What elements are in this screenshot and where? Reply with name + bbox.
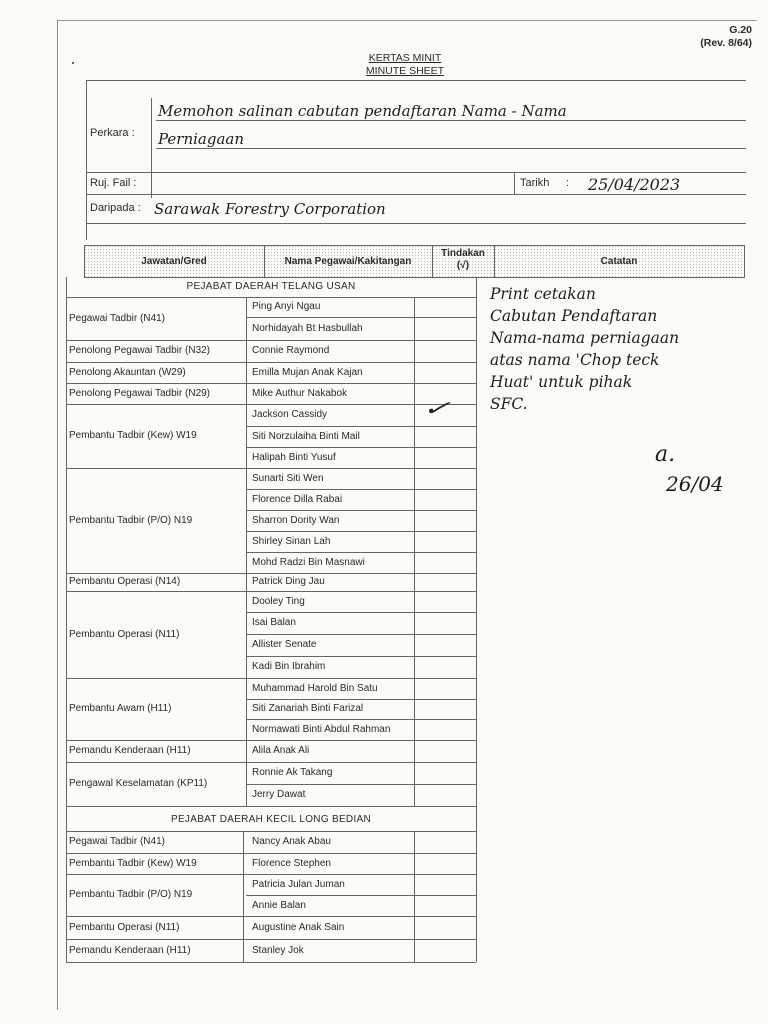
row-divider (246, 784, 476, 785)
telang-usan-jawatan: Pengawal Keselamatan (KP11) (69, 778, 208, 789)
group-divider (66, 468, 246, 469)
table-top-border (84, 245, 745, 246)
header-box (86, 80, 746, 240)
row-divider (246, 612, 476, 613)
perkara-line-1 (156, 120, 746, 121)
telang-usan-jawatan: Penolong Akauntan (W29) (69, 366, 186, 378)
tarikh-divider (514, 172, 515, 194)
telang-usan-jawatan: Pembantu Operasi (N14) (69, 576, 181, 587)
header-left-border (86, 80, 87, 240)
header-nama-text: Nama Pegawai/Kakitangan (284, 256, 412, 267)
row-divider (246, 895, 476, 896)
telang-usan-nama: Normawati Binti Abdul Rahman (252, 723, 391, 735)
note-line: SFC. (490, 395, 528, 413)
col-divider (264, 245, 265, 277)
ruj-line (86, 194, 746, 195)
row-divider (246, 426, 476, 427)
col-divider-catatan (476, 277, 477, 962)
group-divider (66, 383, 246, 384)
row-divider (246, 699, 476, 700)
telang-usan-nama: Kadi Bin Ibrahim (252, 661, 326, 672)
telang-usan-jawatan: Pembantu Operasi (N11) (69, 628, 180, 640)
document-title (0, 52, 768, 78)
note-line: Nama-nama perniagaan (490, 329, 680, 347)
section-long-bedian: PEJABAT DAERAH KECIL LONG BEDIAN (170, 814, 372, 825)
daripada-label: Daripada : (90, 202, 141, 214)
table-left-border (66, 277, 67, 963)
row-divider (246, 853, 476, 854)
group-divider (66, 340, 246, 341)
telang-usan-nama: Sharron Dority Wan (252, 514, 340, 526)
telang-usan-jawatan: Pembantu Tadbir (Kew) W19 (69, 430, 197, 441)
long-bedian-nama: Annie Balan (252, 899, 306, 911)
group-divider (66, 916, 246, 917)
telang-usan-nama: Emilla Mujan Anak Kajan (252, 366, 363, 378)
col-divider-tindakan (414, 297, 415, 806)
perkara-divider (151, 98, 152, 198)
group-divider (66, 853, 246, 854)
telang-usan-nama: Halipah Binti Yusuf (252, 451, 336, 463)
telang-usan-nama: Isai Balan (252, 617, 296, 628)
perkara-label: Perkara : (90, 127, 135, 139)
row-divider (246, 591, 476, 592)
tarikh-label: Tarikh (520, 177, 550, 189)
telang-usan-jawatan: Pemandu Kenderaan (H11) (69, 745, 191, 756)
long-bedian-jawatan: Pembantu Operasi (N11) (69, 921, 180, 933)
header-top-border (86, 80, 746, 81)
signature-date: 26/04 (666, 472, 724, 496)
row-divider (246, 510, 476, 511)
table-right-border (744, 245, 745, 277)
note-line: Cabutan Pendaftaran (490, 307, 658, 325)
group-divider (66, 962, 246, 963)
telang-usan-nama: Patrick Ding Jau (252, 576, 325, 587)
tarikh-value: 25/04/2023 (588, 175, 681, 194)
telang-usan-nama: Jackson Cassidy (252, 409, 328, 420)
col-divider-nama (246, 297, 247, 806)
long-bedian-nama: Florence Stephen (252, 857, 331, 869)
long-bedian-nama: Stanley Jok (252, 944, 304, 956)
row-divider (246, 678, 476, 679)
frame-left (57, 20, 58, 1010)
telang-usan-nama: Allister Senate (252, 639, 317, 650)
telang-usan-nama: Florence Dilla Rabai (252, 493, 343, 505)
table-left-border-header (84, 245, 85, 277)
row-divider (246, 874, 476, 875)
daripada-value: Sarawak Forestry Corporation (154, 200, 386, 218)
group-divider (66, 573, 246, 574)
group-divider (66, 404, 246, 405)
row-divider (246, 939, 476, 940)
telang-usan-nama: Jerry Dawat (252, 789, 306, 800)
form-number: G.20 (729, 24, 752, 36)
row-divider (246, 383, 476, 384)
col-divider (432, 245, 433, 277)
perkara-text-1: Memohon salinan cabutan pendaftaran Nama - Nama (158, 102, 567, 120)
group-divider (66, 678, 246, 679)
header-tindakan (432, 245, 494, 277)
col-divider-nama-2 (243, 831, 244, 962)
telang-usan-nama: Siti Zanariah Binti Farizal (252, 703, 364, 714)
title-english: MINUTE SHEET (365, 65, 445, 77)
row-divider (246, 552, 476, 553)
row-divider (246, 447, 476, 448)
note-line: Print cetakan (490, 285, 596, 303)
row-divider (246, 573, 476, 574)
header-nama (264, 245, 432, 277)
row-divider (246, 740, 476, 741)
telang-usan-nama: Ping Anyi Ngau (252, 301, 321, 312)
row-divider (246, 962, 476, 963)
group-divider (66, 874, 246, 875)
form-revision: (Rev. 8/64) (700, 37, 752, 49)
perkara-line-2 (156, 148, 746, 149)
signature-initial: a. (655, 442, 676, 467)
telang-usan-nama: Norhidayah Bt Hasbullah (252, 322, 363, 334)
frame-top (57, 20, 757, 21)
telang-usan-nama: Mike Authur Nakabok (252, 387, 348, 399)
long-bedian-jawatan: Pembantu Tadbir (P/O) N19 (69, 889, 193, 900)
ruj-fail-label: Ruj. Fail : (90, 177, 137, 189)
long-bedian-jawatan: Pembantu Tadbir (Kew) W19 (69, 857, 197, 869)
telang-usan-nama: Ronnie Ak Takang (252, 767, 333, 778)
telang-usan-nama: Alila Anak Ali (252, 745, 310, 756)
group-divider (66, 762, 246, 763)
section2-top (66, 806, 476, 807)
section-telang-usan: PEJABAT DAERAH TELANG USAN (186, 281, 356, 292)
title-malay: KERTAS MINIT (368, 52, 442, 64)
row-divider (246, 468, 476, 469)
telang-usan-nama: Dooley Ting (252, 595, 305, 607)
header-jawatan (84, 245, 264, 277)
header-separator (86, 172, 746, 173)
header-catatan (494, 245, 744, 277)
catatan-note (490, 283, 758, 415)
telang-usan-nama: Siti Norzulaiha Binti Mail (252, 430, 360, 442)
row-divider (246, 762, 476, 763)
row-divider (246, 489, 476, 490)
row-divider (246, 317, 476, 318)
row-divider (246, 634, 476, 635)
daripada-line (86, 223, 746, 224)
header-catatan-text: Catatan (600, 256, 638, 267)
group-divider (66, 939, 246, 940)
telang-usan-jawatan: Pembantu Awam (H11) (69, 703, 172, 714)
telang-usan-jawatan: Penolong Pegawai Tadbir (N32) (69, 345, 211, 356)
col-divider (494, 245, 495, 277)
long-bedian-nama: Augustine Anak Sain (252, 921, 345, 933)
tick-mark: ✓ (421, 396, 452, 420)
group-divider (66, 740, 246, 741)
note-line: Huat' untuk pihak (490, 373, 633, 391)
long-bedian-nama: Patricia Julan Juman (252, 878, 345, 890)
group-divider (66, 591, 246, 592)
telang-usan-nama: Connie Raymond (252, 345, 330, 356)
row-divider (246, 531, 476, 532)
row-divider (246, 719, 476, 720)
telang-usan-jawatan: Pembantu Tadbir (P/O) N19 (69, 514, 193, 526)
form-code (700, 24, 752, 50)
perkara-text-2: Perniagaan (158, 130, 245, 148)
tarikh-colon: : (566, 177, 570, 189)
telang-usan-nama: Sunarti Siti Wen (252, 472, 324, 484)
col-divider-tindakan-2 (414, 831, 415, 962)
telang-usan-nama: Shirley Sinan Lah (252, 535, 331, 547)
long-bedian-jawatan: Pegawai Tadbir (N41) (69, 836, 165, 847)
telang-usan-jawatan: Penolong Pegawai Tadbir (N29) (69, 387, 211, 399)
note-line: atas nama 'Chop teck (490, 351, 660, 369)
table-header-bottom (84, 277, 745, 278)
group-divider (66, 362, 246, 363)
telang-usan-nama: Mohd Radzi Bin Masnawi (252, 556, 365, 568)
telang-usan-nama: Muhammad Harold Bin Satu (252, 682, 378, 694)
row-divider (246, 916, 476, 917)
row-divider (246, 340, 476, 341)
long-bedian-nama: Nancy Anak Abau (252, 836, 331, 847)
row-divider (246, 362, 476, 363)
header-jawatan-text: Jawatan/Gred (141, 256, 207, 267)
long-bedian-jawatan: Pemandu Kenderaan (H11) (69, 944, 191, 956)
row-divider (246, 656, 476, 657)
header-tindakan-text: Tindakan (√) (441, 248, 485, 271)
telang-usan-jawatan: Pegawai Tadbir (N41) (69, 312, 165, 324)
